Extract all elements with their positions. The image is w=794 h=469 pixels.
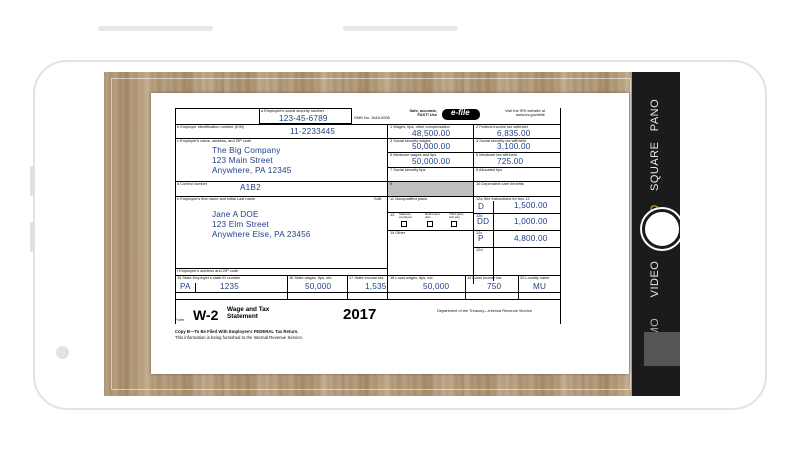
box-18-label: 18 Local wages, tips, etc.: [390, 275, 434, 280]
box-16-value: 50,000: [305, 282, 332, 291]
safe-accurate-text: Safe, accurate, FAST! Use: [409, 108, 437, 118]
box-17-value: 1,535: [365, 282, 387, 291]
box-d-label: d Control number: [177, 181, 208, 186]
box-1-label: 1 Wages, tips, other compensation: [390, 124, 450, 129]
box-9-shaded: [388, 182, 473, 196]
control-number: A1B2: [240, 183, 261, 192]
employer-street: 123 Main Street: [212, 156, 273, 165]
box-10-label: 10 Dependent care benefits: [476, 181, 524, 186]
box-15-label: 15 State Employer's state ID number: [177, 275, 241, 280]
rule: [175, 292, 560, 293]
box-19-value: 750: [487, 282, 502, 291]
statutory-employee-checkbox[interactable]: [401, 221, 407, 227]
box-6-label: 6 Medicare tax withheld: [476, 152, 517, 157]
box-12d-label: 12d: [476, 247, 483, 252]
last-photo-thumbnail[interactable]: [644, 332, 680, 366]
form-word: Form: [175, 317, 185, 322]
box-5-value: 50,000.00: [412, 157, 451, 166]
efile-logo-text: e-file: [451, 108, 470, 117]
box-15-state: PA: [180, 282, 191, 291]
tax-year: 2017: [343, 306, 377, 323]
suffix-label: Suff.: [374, 196, 382, 201]
box-3-label: 3 Social security wages: [390, 138, 431, 143]
box-11-label: 11 Nonqualified plans: [390, 196, 428, 201]
box-b: [175, 124, 387, 138]
rule: [560, 108, 561, 324]
rule: [287, 275, 288, 299]
box-13-label: 13: [390, 212, 395, 217]
box-e-label: e Employee's first name and initial Last name: [177, 196, 256, 201]
copy-b-note: This information is being furnished to the Internal Revenue Service.: [175, 335, 304, 340]
box-2-value: 6,835.00: [497, 129, 531, 138]
rule: [175, 299, 560, 300]
box-12a-code: D: [478, 202, 485, 211]
rule: [465, 275, 466, 299]
box-16-label: 16 State wages, tips, etc.: [289, 275, 333, 280]
employee-city: Anywhere Else, PA 23456: [212, 230, 311, 239]
rule: [518, 275, 519, 299]
box-3-value: 50,000.00: [412, 142, 451, 151]
box-b-label: b Employer identification number (EIN): [177, 124, 244, 129]
rule: [473, 230, 560, 231]
third-party-sick-pay-label: Third-party sick pay: [449, 212, 464, 220]
box-15-employer-id: 1235: [220, 282, 240, 291]
volume-up-button: [30, 166, 34, 196]
retirement-plan-checkbox[interactable]: [427, 221, 433, 227]
form-subtitle: Wage and Tax Statement: [227, 306, 270, 320]
box-4-value: 3,100.00: [497, 142, 531, 151]
box-18-value: 50,000: [423, 282, 450, 291]
box-20-label: 20 Locality name: [520, 275, 550, 280]
rule: [347, 275, 348, 299]
box-12b-code: DD: [477, 217, 490, 226]
rule: [175, 108, 259, 109]
rule: [473, 124, 474, 284]
box-1-value: 48,500.00: [412, 129, 451, 138]
box-9-label: 9: [390, 181, 393, 186]
box-12a-label: 12a See instructions for box 12: [476, 196, 530, 201]
box-f-label: f Employee's address and ZIP code: [177, 268, 239, 273]
box-19-label: 19 Local income tax: [467, 275, 502, 280]
box-7-label: 7 Social security tips: [390, 167, 426, 172]
volume-down-button: [30, 222, 34, 252]
box-17-label: 17 State income tax: [349, 275, 384, 280]
box-12b-label: 12b: [476, 213, 483, 218]
phone-sensor-slot: [343, 26, 458, 31]
form-title: W-2: [193, 307, 219, 323]
box-12c-label: 12c: [476, 230, 483, 235]
box-4-label: 4 Social security tax withheld: [476, 138, 526, 143]
box-6-value: 725.00: [497, 157, 524, 166]
statutory-employee-label: Statutory employee: [399, 212, 413, 220]
retirement-plan-label: Retirement plan: [425, 212, 440, 220]
box-a-label: a Employee's social security number: [261, 108, 325, 113]
employee-street: 123 Elm Street: [212, 220, 269, 229]
phone-top-edge: [33, 30, 767, 36]
mode-video[interactable]: VIDEO: [649, 260, 661, 298]
w2-document: [151, 93, 629, 374]
box-12b-value: 1,000.00: [514, 217, 548, 226]
employer-name: The Big Company: [212, 146, 281, 155]
box-5-label: 5 Medicare wages and tips: [390, 152, 437, 157]
rule: [473, 213, 560, 214]
box-8-label: 8 Allocated tips: [476, 167, 503, 172]
rule: [473, 247, 560, 248]
box-c-label: c Employer's name, address, and ZIP code: [177, 138, 252, 143]
box-12c-value: 4,800.00: [514, 234, 548, 243]
copy-b-text: Copy B—To Be Filed With Employee's FEDERAL Tax Return.: [175, 329, 299, 334]
efile-logo: [442, 109, 480, 120]
shutter-button[interactable]: [642, 209, 680, 249]
mode-pano[interactable]: PANO: [649, 98, 661, 132]
w2-form: [175, 108, 560, 348]
irs-website-text: Visit the IRS website at www.irs.gov/efile: [505, 108, 545, 118]
box-20-value: MU: [533, 282, 547, 291]
box-a: [259, 108, 352, 124]
camera-screen: [104, 72, 680, 396]
box-12a-value: 1,500.00: [514, 201, 548, 210]
omb-number: OMB No. 1545-0008: [354, 115, 390, 120]
employer-city: Anywhere, PA 12345: [212, 166, 292, 175]
ein-value: 11-2233445: [290, 127, 336, 136]
box-12c-code: P: [478, 234, 484, 243]
mode-square[interactable]: SQUARE: [649, 141, 661, 191]
phone-speaker-slot: [98, 26, 213, 31]
box-14-label: 14 Other: [390, 230, 406, 235]
ssn-value: 123-45-6789: [279, 114, 328, 123]
phone-home-dot: [56, 346, 69, 359]
third-party-sick-pay-checkbox[interactable]: [451, 221, 457, 227]
box-2-label: 2 Federal income tax withheld: [476, 124, 528, 129]
employee-name: Jane A DOE: [212, 210, 259, 219]
department-text: Department of the Treasury—Internal Revenue Service: [437, 308, 532, 313]
